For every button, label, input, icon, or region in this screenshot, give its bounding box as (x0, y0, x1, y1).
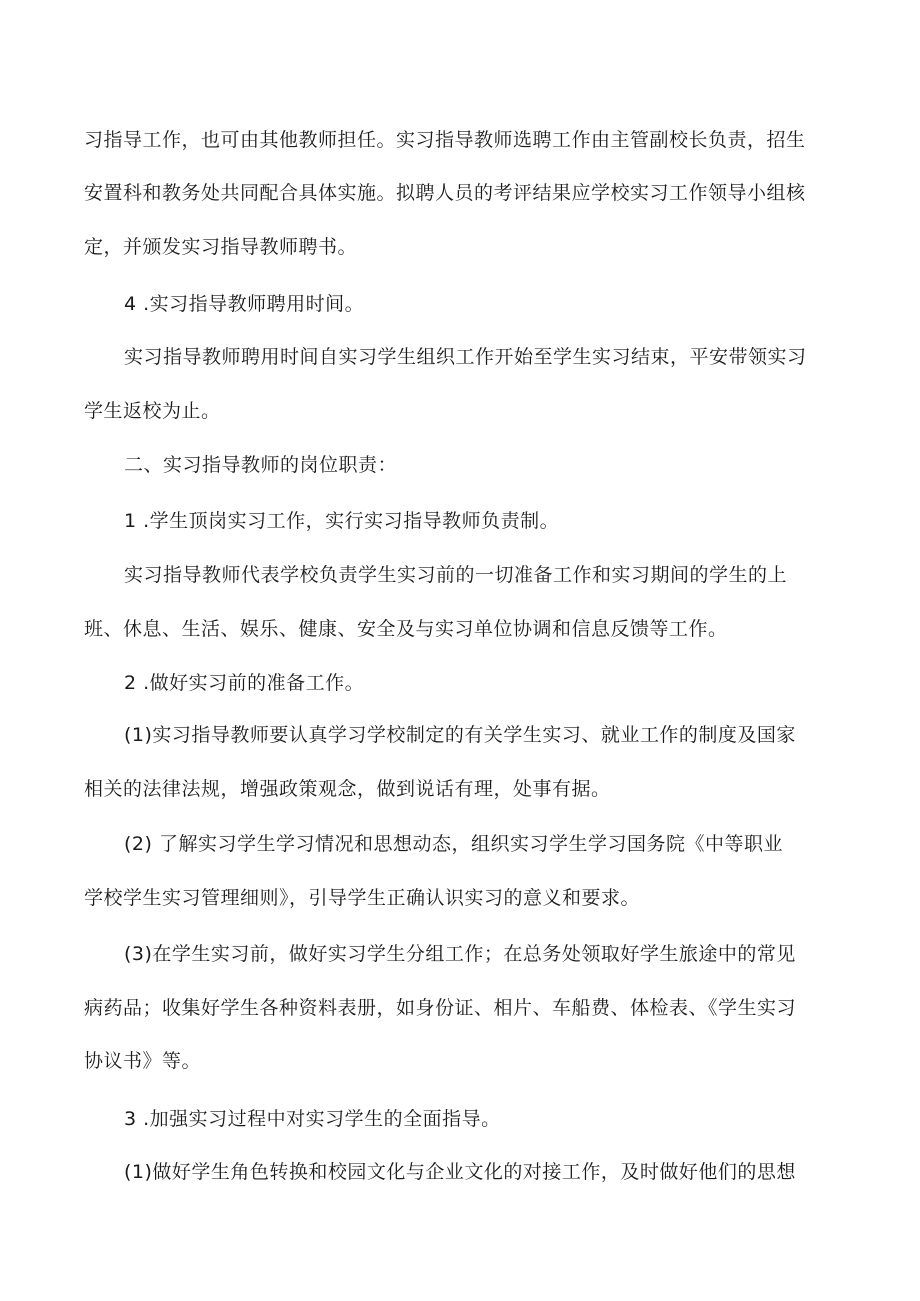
section-heading: 3 .加强实习过程中对实习学生的全面指导。 (124, 1108, 501, 1130)
body-line: 协议书》等。 (84, 1050, 202, 1072)
body-line: (2) 了解实习学生学习情况和思想动态，组织实习学生学习国务院《中等职业 (124, 833, 783, 855)
section-heading: 2 .做好实习前的准备工作。 (124, 672, 365, 694)
section-heading: 二、实习指导教师的岗位职责： (124, 454, 398, 476)
body-line: 定，并颁发实习指导教师聘书。 (84, 236, 358, 258)
body-line: (3)在学生实习前，做好实习学生分组工作；在总务处领取好学生旅途中的常见 (124, 943, 796, 965)
body-line: 病药品；收集好学生各种资料表册，如身份证、相片、车船费、体检表、《学生实习 (84, 997, 797, 1019)
body-line: (1)做好学生角色转换和校园文化与企业文化的对接工作，及时做好他们的思想 (124, 1161, 796, 1183)
body-line: 安置科和教务处共同配合具体实施。拟聘人员的考评结果应学校实习工作领导小组核 (84, 182, 806, 204)
body-line: 实习指导教师聘用时间自实习学生组织工作开始至学生实习结束，平安带领实习 (124, 346, 807, 368)
body-line: 实习指导教师代表学校负责学生实习前的一切准备工作和实习期间的学生的上 (124, 564, 788, 586)
body-line: (1)实习指导教师要认真学习学校制定的有关学生实习、就业工作的制度及国家 (124, 724, 796, 746)
body-line: 习指导工作，也可由其他教师担任。实习指导教师选聘工作由主管副校长负责，招生 (84, 129, 806, 151)
body-line: 学校学生实习管理细则》，引导学生正确认识实习的意义和要求。 (84, 887, 641, 909)
body-line: 学生返校为止。 (84, 400, 221, 422)
body-line: 相关的法律法规，增强政策观念，做到说话有理，处事有据。 (84, 778, 611, 800)
body-line: 班、休息、生活、娱乐、健康、安全及与实习单位协调和信息反馈等工作。 (84, 618, 728, 640)
section-heading: 1 .学生顶岗实习工作，实行实习指导教师负责制。 (124, 510, 560, 532)
section-heading: 4 .实习指导教师聘用时间。 (124, 293, 365, 315)
